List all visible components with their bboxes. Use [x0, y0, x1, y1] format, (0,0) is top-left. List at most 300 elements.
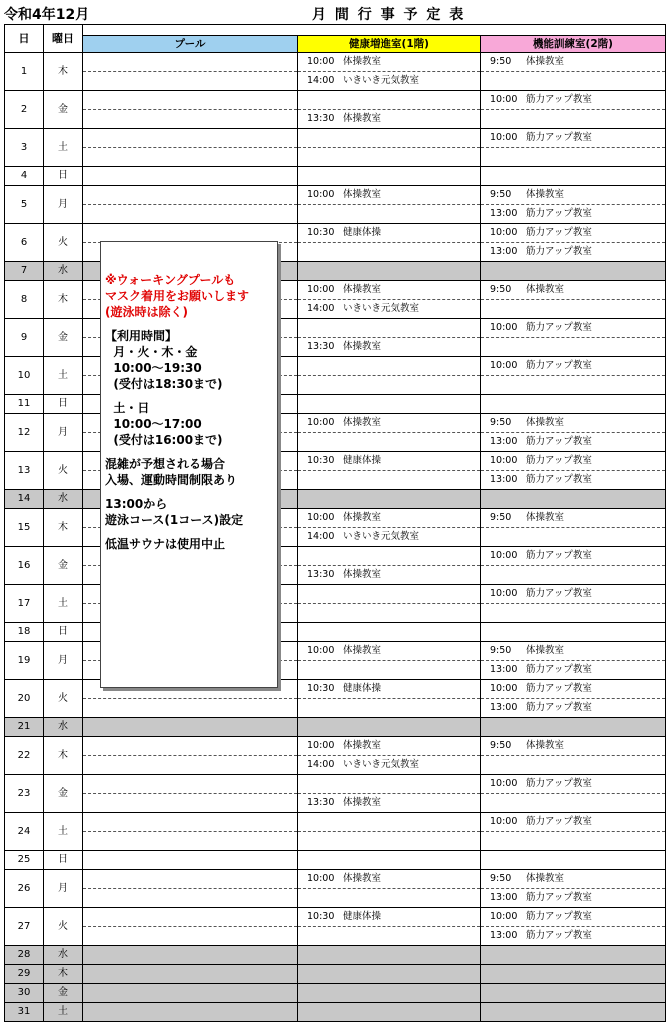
event-time: 10:00 [490, 911, 518, 922]
day-number: 14 [5, 490, 44, 509]
day-number: 3 [5, 129, 44, 167]
pool-cell [83, 794, 298, 813]
event-time: 10:00 [490, 322, 518, 333]
day-number: 6 [5, 224, 44, 262]
day-weekday: 土 [44, 357, 83, 395]
event-name: 体操教室 [526, 873, 565, 884]
day-number: 25 [5, 851, 44, 870]
event-time: 9:50 [490, 512, 512, 523]
event-time: 10:30 [307, 455, 335, 466]
kenko-cell [298, 851, 481, 870]
pool-header: プール [83, 36, 298, 53]
event-name: 体操教室 [343, 417, 382, 428]
kenko-event [298, 794, 481, 813]
day-number: 30 [5, 984, 44, 1003]
day-weekday: 火 [44, 680, 83, 718]
kinou-cell [481, 965, 666, 984]
pool-cell [83, 205, 298, 224]
event-time: 10:00 [307, 512, 335, 523]
event-time: 10:00 [490, 683, 518, 694]
event-name: いきいき元気教室 [343, 75, 420, 86]
kinou-cell [481, 984, 666, 1003]
kenko-event [298, 661, 481, 680]
pool-cell [83, 72, 298, 91]
event-time: 14:00 [307, 531, 335, 542]
day-row [5, 908, 666, 927]
day-number: 10 [5, 357, 44, 395]
event-time: 9:50 [490, 417, 512, 428]
pool-cell [83, 186, 298, 205]
event-time: 13:30 [307, 569, 335, 580]
day-number: 21 [5, 718, 44, 737]
day-row [5, 205, 666, 224]
day-weekday: 金 [44, 984, 83, 1003]
event-name: 健康体操 [343, 911, 382, 922]
event-name: 体操教室 [343, 56, 382, 67]
day-weekday: 金 [44, 547, 83, 585]
day-number: 29 [5, 965, 44, 984]
kinou-event [481, 357, 666, 376]
event-name: 筋力アップ教室 [526, 474, 592, 485]
day-weekday: 日 [44, 395, 83, 414]
pool-cell [83, 224, 298, 243]
kinou-event [481, 186, 666, 205]
kenko-event [298, 186, 481, 205]
kinou-cell [481, 167, 666, 186]
event-name: いきいき元気教室 [343, 303, 420, 314]
day-row [5, 965, 666, 984]
event-time: 10:30 [307, 227, 335, 238]
event-time: 14:00 [307, 759, 335, 770]
pool-cell [83, 756, 298, 775]
pool-cell [83, 1003, 298, 1022]
event-name: 体操教室 [343, 113, 382, 124]
kenko-event [298, 433, 481, 452]
event-name: 体操教室 [343, 512, 382, 523]
event-time: 9:50 [490, 56, 512, 67]
day-number: 22 [5, 737, 44, 775]
kenko-event [298, 452, 481, 471]
day-number: 11 [5, 395, 44, 414]
event-time: 10:00 [307, 417, 335, 428]
kenko-event [298, 832, 481, 851]
event-time: 10:00 [307, 284, 335, 295]
day-weekday: 月 [44, 870, 83, 908]
event-name: 筋力アップ教室 [526, 892, 592, 903]
day-number: 12 [5, 414, 44, 452]
pool-cell [83, 110, 298, 129]
event-time: 13:30 [307, 341, 335, 352]
event-time: 10:00 [490, 94, 518, 105]
day-row [5, 927, 666, 946]
event-name: 筋力アップ教室 [526, 778, 592, 789]
day-number: 13 [5, 452, 44, 490]
event-name: 体操教室 [526, 56, 565, 67]
event-name: 健康体操 [343, 455, 382, 466]
kenko-cell [298, 946, 481, 965]
kenko-event [298, 737, 481, 756]
kenko-event [298, 376, 481, 395]
event-name: 筋力アップ教室 [526, 588, 592, 599]
day-weekday: 木 [44, 737, 83, 775]
day-row [5, 1003, 666, 1022]
day-row [5, 72, 666, 91]
pool-cell [83, 775, 298, 794]
kinou-event [481, 129, 666, 148]
day-weekday: 木 [44, 281, 83, 319]
day-number: 19 [5, 642, 44, 680]
day-weekday: 木 [44, 965, 83, 984]
kenko-event [298, 927, 481, 946]
kenko-event [298, 889, 481, 908]
event-time: 14:00 [307, 303, 335, 314]
event-name: 筋力アップ教室 [526, 816, 592, 827]
notice-line: (受付は18:30まで) [105, 377, 223, 391]
day-number: 24 [5, 813, 44, 851]
day-row [5, 832, 666, 851]
kinou-cell [481, 1003, 666, 1022]
event-name: 筋力アップ教室 [526, 246, 592, 257]
day-number: 20 [5, 680, 44, 718]
kinou-event [481, 338, 666, 357]
kinou-event [481, 680, 666, 699]
kenko-event [298, 205, 481, 224]
day-number: 17 [5, 585, 44, 623]
kenko-cell [298, 623, 481, 642]
event-time: 10:30 [307, 683, 335, 694]
day-weekday: 土 [44, 1003, 83, 1022]
event-name: 筋力アップ教室 [526, 455, 592, 466]
kinou-event [481, 433, 666, 452]
notice-line [105, 448, 277, 456]
event-time: 9:50 [490, 740, 512, 751]
pool-cell [83, 908, 298, 927]
kinou-event [481, 566, 666, 585]
day-row [5, 110, 666, 129]
notice-line: 13:00から [105, 497, 168, 511]
pool-cell [83, 813, 298, 832]
day-row [5, 756, 666, 775]
pool-cell [83, 699, 298, 718]
kinou-event [481, 794, 666, 813]
kinou-cell [481, 946, 666, 965]
kenko-event [298, 528, 481, 547]
day-row [5, 870, 666, 889]
event-time: 10:00 [490, 227, 518, 238]
event-time: 10:00 [490, 778, 518, 789]
kenko-event [298, 72, 481, 91]
kenko-event [298, 604, 481, 623]
event-name: 筋力アップ教室 [526, 550, 592, 561]
kenko-event [298, 680, 481, 699]
event-time: 10:00 [490, 816, 518, 827]
event-name: 体操教室 [526, 284, 565, 295]
kinou-event [481, 813, 666, 832]
kinou-cell [481, 851, 666, 870]
kinou-event [481, 585, 666, 604]
day-weekday: 金 [44, 91, 83, 129]
pool-cell [83, 91, 298, 110]
kinou-event [481, 775, 666, 794]
day-row [5, 946, 666, 965]
day-row [5, 775, 666, 794]
kinou-cell [481, 395, 666, 414]
kinou-event [481, 927, 666, 946]
kinou-event [481, 661, 666, 680]
event-name: 体操教室 [343, 189, 382, 200]
kinou-event [481, 889, 666, 908]
day-number: 31 [5, 1003, 44, 1022]
kinou-event [481, 452, 666, 471]
pool-cell [83, 927, 298, 946]
kinou-event [481, 110, 666, 129]
kinou-header: 機能訓練室(2階) [481, 36, 666, 53]
kinou-event [481, 756, 666, 775]
day-weekday: 日 [44, 851, 83, 870]
day-row [5, 186, 666, 205]
event-name: 筋力アップ教室 [526, 930, 592, 941]
event-name: 体操教室 [343, 284, 382, 295]
event-name: 筋力アップ教室 [526, 94, 592, 105]
day-number: 7 [5, 262, 44, 281]
day-row [5, 737, 666, 756]
event-time: 9:50 [490, 873, 512, 884]
kinou-event [481, 319, 666, 338]
event-time: 10:00 [490, 455, 518, 466]
kenko-event [298, 338, 481, 357]
event-name: 体操教室 [343, 341, 382, 352]
day-number: 8 [5, 281, 44, 319]
event-time: 13:00 [490, 208, 518, 219]
kenko-event [298, 908, 481, 927]
day-weekday: 水 [44, 262, 83, 281]
kinou-event [481, 528, 666, 547]
kenko-event [298, 53, 481, 72]
pool-cell [83, 148, 298, 167]
kenko-cell [298, 965, 481, 984]
event-name: 体操教室 [343, 569, 382, 580]
day-weekday: 火 [44, 224, 83, 262]
day-number: 28 [5, 946, 44, 965]
day-row [5, 167, 666, 186]
event-name: 筋力アップ教室 [526, 436, 592, 447]
notice-line: 10:00～19:30 [105, 361, 202, 375]
event-time: 10:00 [307, 56, 335, 67]
event-time: 9:50 [490, 645, 512, 656]
kenko-event [298, 509, 481, 528]
pool-cell [83, 832, 298, 851]
kenko-event [298, 281, 481, 300]
kinou-cell [481, 262, 666, 281]
notice-line: 【利用時間】 [105, 329, 178, 343]
pool-cell [83, 870, 298, 889]
pool-notice [100, 241, 278, 688]
day-weekday: 金 [44, 319, 83, 357]
event-name: 体操教室 [343, 797, 382, 808]
kenko-event [298, 585, 481, 604]
event-time: 13:00 [490, 930, 518, 941]
event-time: 13:00 [490, 702, 518, 713]
event-time: 13:00 [490, 246, 518, 257]
kenko-cell [298, 1003, 481, 1022]
event-time: 13:00 [490, 474, 518, 485]
day-number: 15 [5, 509, 44, 547]
kinou-event [481, 604, 666, 623]
event-time: 10:00 [307, 645, 335, 656]
day-row [5, 53, 666, 72]
event-time: 10:30 [307, 911, 335, 922]
event-name: 体操教室 [526, 417, 565, 428]
notice-line: 低温サウナは使用中止 [105, 537, 226, 551]
day-number: 16 [5, 547, 44, 585]
kenko-event [298, 699, 481, 718]
event-name: 体操教室 [526, 189, 565, 200]
day-row [5, 813, 666, 832]
pool-cell [83, 737, 298, 756]
day-weekday: 火 [44, 452, 83, 490]
day-number: 5 [5, 186, 44, 224]
day-weekday: 水 [44, 490, 83, 509]
pool-cell [83, 984, 298, 1003]
event-name: 筋力アップ教室 [526, 208, 592, 219]
event-name: 健康体操 [343, 683, 382, 694]
kenko-header: 健康増進室(1階) [298, 36, 481, 53]
day-number: 18 [5, 623, 44, 642]
kenko-cell [298, 262, 481, 281]
kinou-event [481, 737, 666, 756]
day-row [5, 148, 666, 167]
kinou-event [481, 699, 666, 718]
kinou-cell [481, 718, 666, 737]
kenko-event [298, 547, 481, 566]
event-time: 10:00 [490, 132, 518, 143]
kenko-event [298, 243, 481, 262]
kinou-event [481, 243, 666, 262]
notice-line [105, 528, 277, 536]
day-row [5, 889, 666, 908]
day-number: 1 [5, 53, 44, 91]
kinou-event [481, 148, 666, 167]
notice-line: 入場、運動時間制限あり [105, 473, 238, 487]
kinou-event [481, 376, 666, 395]
kinou-event [481, 205, 666, 224]
kinou-event [481, 414, 666, 433]
kenko-event [298, 756, 481, 775]
day-weekday: 土 [44, 129, 83, 167]
kinou-event [481, 870, 666, 889]
day-weekday: 月 [44, 186, 83, 224]
kinou-event [481, 53, 666, 72]
day-row [5, 794, 666, 813]
day-weekday: 金 [44, 775, 83, 813]
kinou-event [481, 642, 666, 661]
kinou-cell [481, 623, 666, 642]
event-time: 13:00 [490, 892, 518, 903]
pool-cell [83, 946, 298, 965]
event-time: 10:00 [490, 550, 518, 561]
event-name: 筋力アップ教室 [526, 227, 592, 238]
kenko-cell [298, 718, 481, 737]
event-time: 10:00 [490, 588, 518, 599]
kinou-event [481, 72, 666, 91]
month-title: 令和4年12月 [4, 7, 90, 23]
day-number: 23 [5, 775, 44, 813]
event-name: 体操教室 [526, 512, 565, 523]
notice-warning-line: (遊泳時は除く) [105, 305, 188, 319]
pool-cell [83, 718, 298, 737]
kinou-event [481, 547, 666, 566]
day-number: 2 [5, 91, 44, 129]
kenko-event [298, 642, 481, 661]
day-weekday: 木 [44, 509, 83, 547]
event-time: 10:00 [490, 360, 518, 371]
notice-line [105, 320, 277, 328]
event-time: 10:00 [307, 740, 335, 751]
notice-line: 土・日 [105, 401, 150, 415]
kinou-event [481, 471, 666, 490]
kenko-event [298, 566, 481, 585]
kenko-event [298, 129, 481, 148]
pool-cell [83, 965, 298, 984]
kenko-cell [298, 984, 481, 1003]
event-time: 10:00 [307, 873, 335, 884]
pool-cell [83, 53, 298, 72]
notice-warning-line: ※ウォーキングプールも [105, 273, 236, 287]
event-name: 体操教室 [526, 740, 565, 751]
kenko-cell [298, 395, 481, 414]
event-name: 筋力アップ教室 [526, 683, 592, 694]
day-number: 27 [5, 908, 44, 946]
pool-cell [83, 889, 298, 908]
notice-line: 混雑が予想される場合 [105, 457, 226, 471]
weekday-header: 曜日 [44, 25, 83, 53]
kenko-event [298, 224, 481, 243]
kinou-event [481, 300, 666, 319]
notice-line: 月・火・木・金 [105, 345, 198, 359]
day-weekday: 月 [44, 414, 83, 452]
notice-warning-line: マスク着用をお願いします [105, 289, 250, 303]
kinou-event [481, 908, 666, 927]
event-name: 体操教室 [526, 645, 565, 656]
event-name: 筋力アップ教室 [526, 664, 592, 675]
day-number: 4 [5, 167, 44, 186]
event-time: 13:00 [490, 664, 518, 675]
day-weekday: 火 [44, 908, 83, 946]
event-time: 9:50 [490, 189, 512, 200]
event-time: 14:00 [307, 75, 335, 86]
event-name: 体操教室 [343, 645, 382, 656]
day-weekday: 水 [44, 718, 83, 737]
event-name: 筋力アップ教室 [526, 702, 592, 713]
day-weekday: 月 [44, 642, 83, 680]
event-name: いきいき元気教室 [343, 531, 420, 542]
kinou-event [481, 91, 666, 110]
pool-cell [83, 851, 298, 870]
notice-line [105, 392, 277, 400]
day-weekday: 日 [44, 167, 83, 186]
notice-line [105, 488, 277, 496]
day-weekday: 日 [44, 623, 83, 642]
kinou-cell [481, 490, 666, 509]
kenko-event [298, 813, 481, 832]
day-row [5, 91, 666, 110]
kenko-event [298, 91, 481, 110]
day-row [5, 718, 666, 737]
day-weekday: 土 [44, 585, 83, 623]
event-name: 筋力アップ教室 [526, 322, 592, 333]
kinou-event [481, 281, 666, 300]
event-name: いきいき元気教室 [343, 759, 420, 770]
